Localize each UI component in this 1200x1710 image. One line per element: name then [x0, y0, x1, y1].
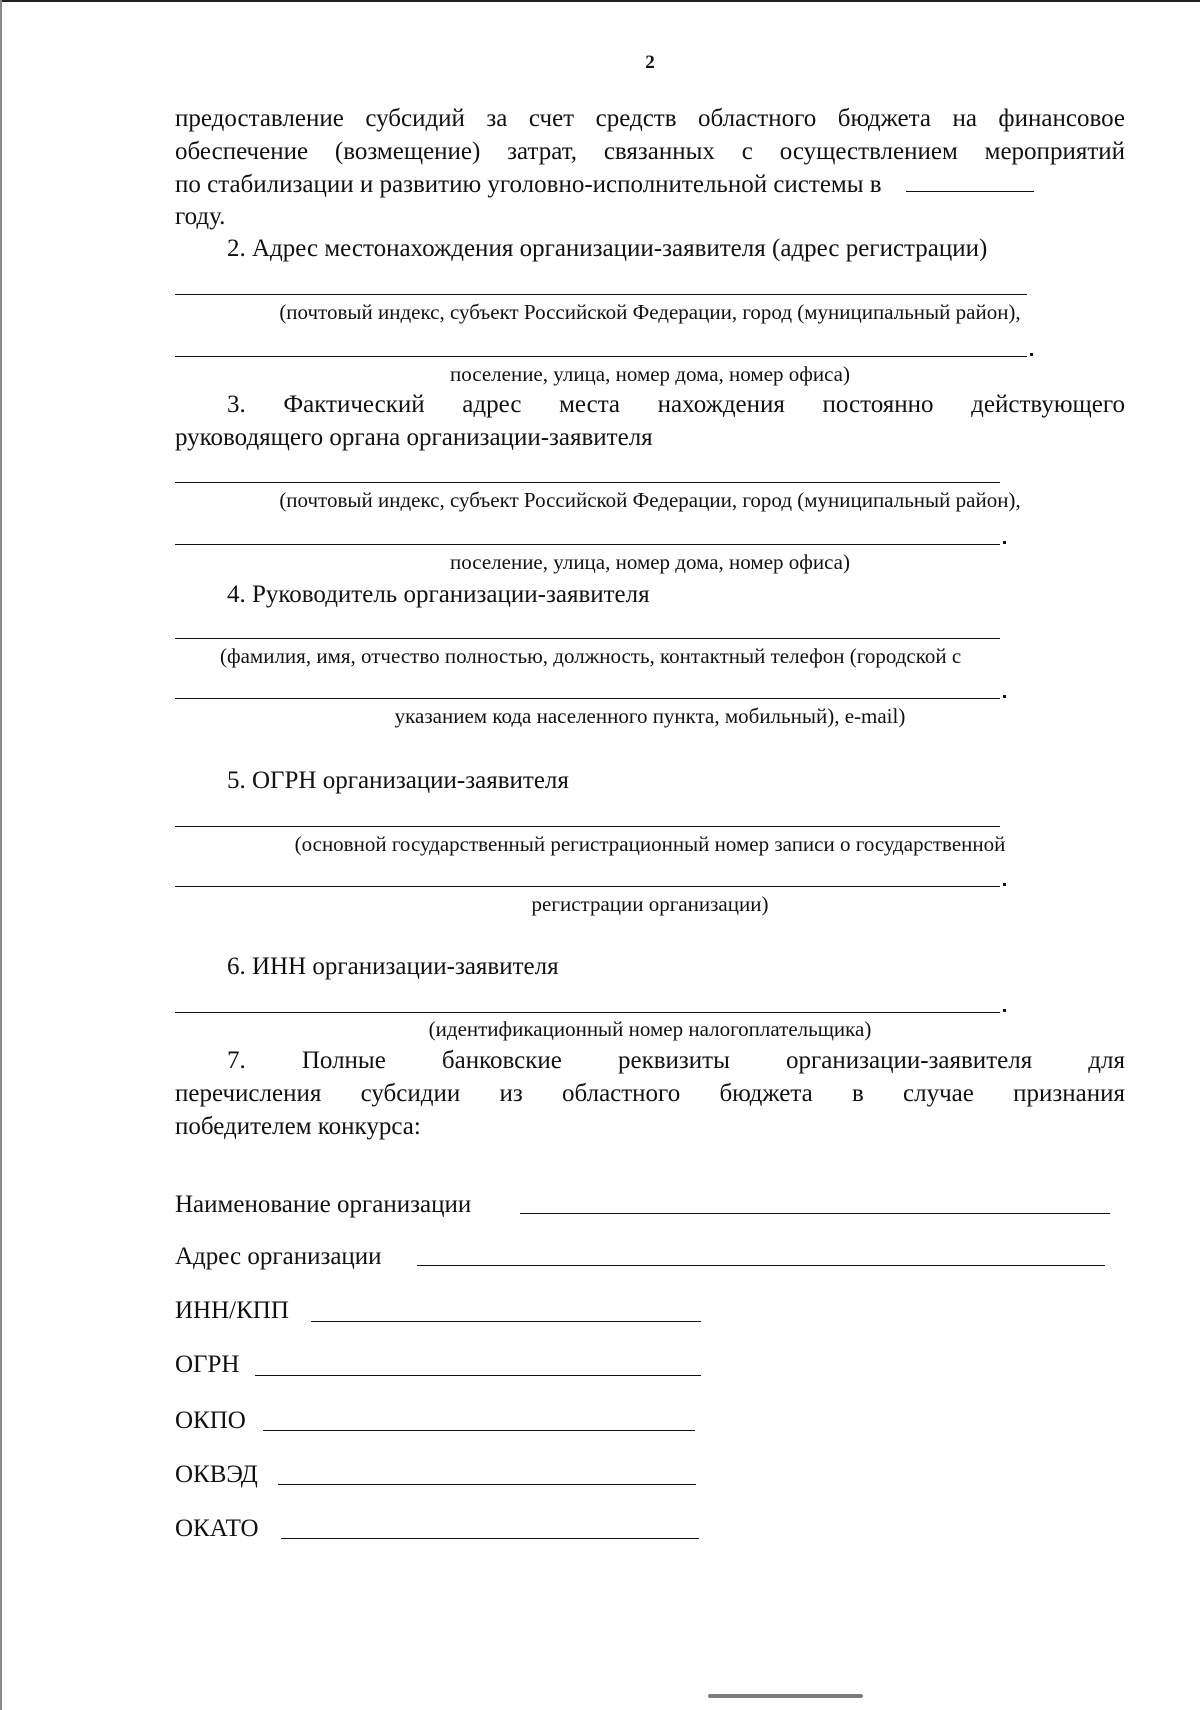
- org-address-field[interactable]: [417, 1265, 1105, 1266]
- item-2-heading: 2. Адрес местонахождения организации-заявителя (адрес регистрации): [227, 235, 988, 262]
- item-3-line-end-dot: [1003, 541, 1006, 544]
- okved-label: ОКВЭД: [175, 1461, 258, 1488]
- org-name-field[interactable]: [520, 1213, 1110, 1214]
- item-2-caption-2: поселение, улица, номер дома, номер офиса): [450, 362, 850, 386]
- okpo-field[interactable]: [263, 1430, 695, 1431]
- item-6-heading: 6. ИНН организации-заявителя: [227, 953, 559, 980]
- intro-line-2: обеспечение (возмещение) затрат, связанных с осуществлением мероприятий: [175, 138, 1125, 165]
- intro-line-4: году.: [175, 203, 226, 230]
- ogrn-label: ОГРН: [175, 1351, 240, 1378]
- item-3-line-2: руководящего органа организации-заявителя: [175, 424, 653, 451]
- item-3-line-2-field[interactable]: [175, 544, 1000, 545]
- item-2-line-end-dot: [1030, 353, 1033, 356]
- page-number: 2: [645, 52, 655, 73]
- item-5-heading: 5. ОГРН организации-заявителя: [227, 767, 569, 794]
- item-4-caption-1: (фамилия, имя, отчество полностью, должность, контактный телефон (городской с: [220, 644, 962, 668]
- okved-field[interactable]: [278, 1484, 696, 1485]
- item-7-line-3: победителем конкурса:: [175, 1113, 421, 1140]
- item-3-line-1-field[interactable]: [175, 482, 1000, 483]
- item-4-line-2[interactable]: [175, 698, 1000, 699]
- item-2-line-2[interactable]: [175, 356, 1027, 357]
- okato-label: ОКАТО: [175, 1515, 259, 1542]
- item-7-line-1: 7. Полные банковские реквизиты организации-заявителя для: [227, 1047, 1125, 1074]
- okpo-label: ОКПО: [175, 1407, 246, 1434]
- inn-kpp-label: ИНН/КПП: [175, 1297, 289, 1324]
- item-4-line-1[interactable]: [175, 638, 1000, 639]
- okato-field[interactable]: [281, 1538, 699, 1539]
- item-3-caption-2: поселение, улица, номер дома, номер офиса): [450, 550, 850, 574]
- page-left-edge: [0, 0, 2, 1710]
- item-4-line-end-dot: [1003, 695, 1006, 698]
- page-top-edge: [0, 0, 1200, 2]
- item-2-line-1[interactable]: [175, 294, 1027, 295]
- item-6-caption: (идентификационный номер налогоплательщика): [428, 1017, 872, 1041]
- item-4-heading: 4. Руководитель организации-заявителя: [227, 581, 650, 608]
- intro-line-1: предоставление субсидий за счет средств областного бюджета на финансовое: [175, 105, 1125, 132]
- org-address-label: Адрес организации: [175, 1243, 382, 1270]
- item-3-line-1: 3. Фактический адрес места нахождения постоянно действующего: [227, 391, 1125, 418]
- org-name-label: Наименование организации: [175, 1191, 472, 1218]
- item-4-caption-2: указанием кода населенного пункта, мобильный), e-mail): [394, 704, 906, 728]
- item-5-line-end-dot: [1003, 883, 1006, 886]
- year-blank-field[interactable]: [906, 171, 1034, 192]
- inn-kpp-field[interactable]: [311, 1321, 701, 1322]
- intro-line-3-text: по стабилизации и развитию уголовно-исполнительной системы в: [175, 171, 882, 198]
- item-5-caption-1: (основной государственный регистрационный номер записи о государственной: [294, 832, 1006, 856]
- scan-smudge: [708, 1694, 863, 1698]
- item-7-line-2: перечисления субсидии из областного бюджета в случае признания: [175, 1080, 1125, 1107]
- item-5-caption-2: регистрации организации): [531, 892, 769, 916]
- item-6-line[interactable]: [175, 1012, 1000, 1013]
- item-5-line-2[interactable]: [175, 886, 1000, 887]
- ogrn-field[interactable]: [255, 1375, 701, 1376]
- item-2-caption-1: (почтовый индекс, субъект Российской Федерации, город (муниципальный район),: [279, 300, 1021, 324]
- item-5-line-1[interactable]: [175, 826, 1000, 827]
- item-3-caption-1: (почтовый индекс, субъект Российской Федерации, город (муниципальный район),: [279, 488, 1021, 512]
- intro-line-3: [175, 168, 1125, 201]
- item-6-line-end-dot: [1003, 1009, 1006, 1012]
